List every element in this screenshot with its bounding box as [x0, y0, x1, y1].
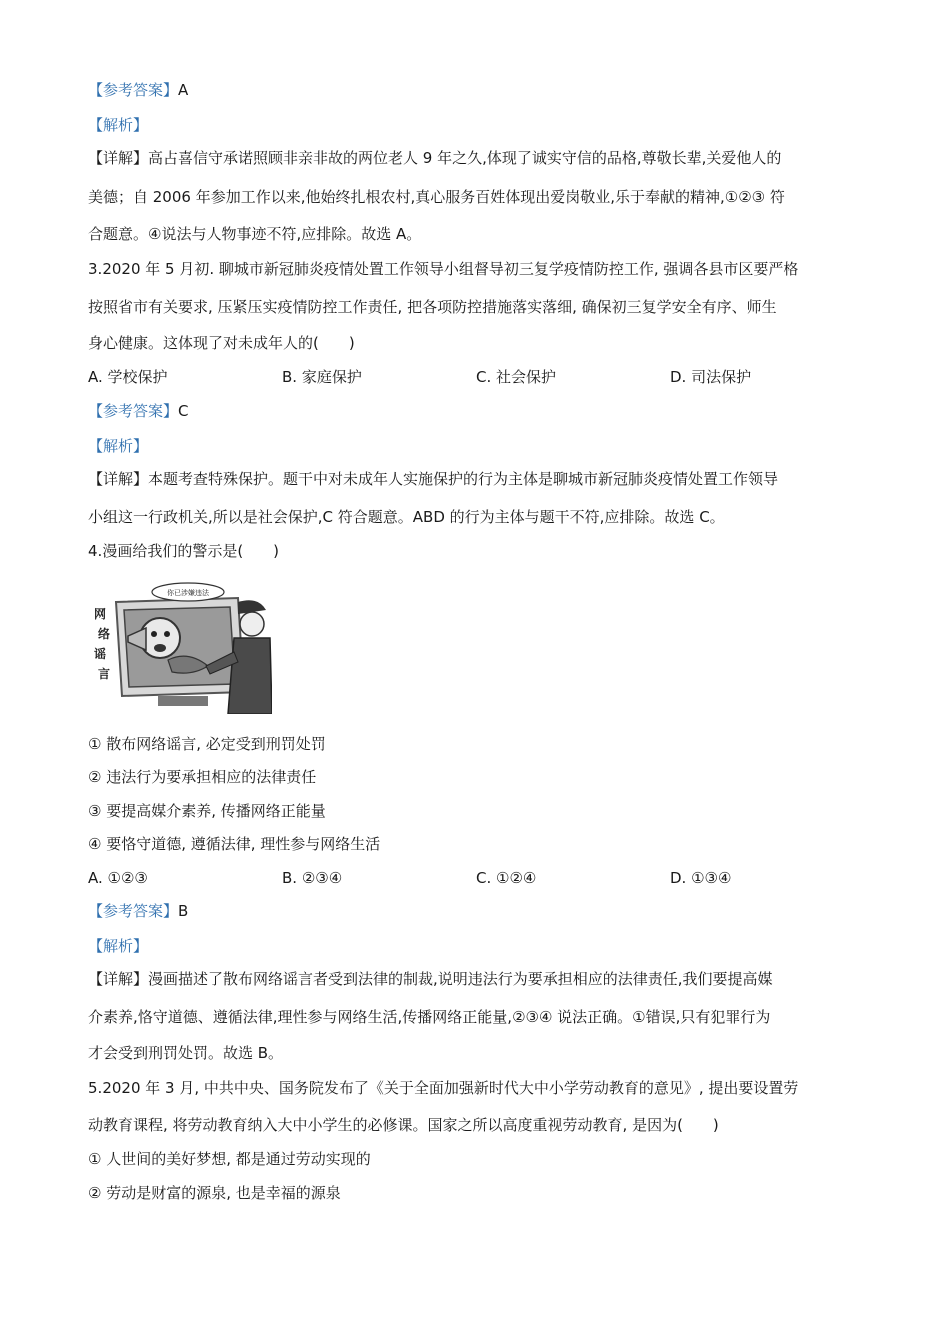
q4-option-c: C. ①②④	[476, 869, 537, 887]
q3-detail-line: 【详解】本题考查特殊保护。题干中对未成年人实施保护的行为主体是聊城市新冠肺炎疫情处置工作领导	[88, 470, 779, 488]
q4-stem: 4.漫画给我们的警示是( )	[88, 542, 280, 560]
q4-item: ① 散布网络谣言, 必定受到刑罚处罚	[88, 735, 326, 753]
q4-item: ③ 要提高媒介素养, 传播网络正能量	[88, 802, 326, 820]
q5-item: ② 劳动是财富的源泉, 也是幸福的源泉	[88, 1184, 341, 1202]
q4-detail-line: 【详解】漫画描述了散布网络谣言者受到法律的制裁,说明违法行为要承担相应的法律责任,我们要提高媒	[88, 970, 773, 988]
q4-option-b: B. ②③④	[282, 869, 343, 887]
side-text-char: 谣	[94, 647, 107, 661]
q4-option-d: D. ①③④	[670, 869, 732, 887]
q3-detail-line: 小组这一行政机关,所以是社会保护,C 符合题意。ABD 的行为主体与题干不符,应排除。故选 C。	[88, 508, 725, 526]
q5-item: ① 人世间的美好梦想, 都是通过劳动实现的	[88, 1150, 371, 1168]
q4-analysis-label: 【解析】	[88, 937, 149, 955]
q2-detail-line: 合题意。④说法与人物事迹不符,应排除。故选 A。	[88, 225, 422, 243]
q3-stem-line: 身心健康。这体现了对未成年人的( )	[88, 334, 355, 352]
police-body-icon	[228, 638, 272, 714]
q5-stem-line: 动教育课程, 将劳动教育纳入大中小学生的必修课。国家之所以高度重视劳动教育, 是因为( )	[88, 1116, 719, 1134]
police-face-icon	[240, 612, 264, 636]
side-text-char: 言	[98, 667, 111, 681]
q2-analysis-label: 【解析】	[88, 116, 149, 134]
q2-answer: 【参考答案】A	[88, 81, 189, 99]
q5-stem-line: 5.2020 年 3 月, 中共中央、国务院发布了《关于全面加强新时代大中小学劳动教育的意见》, 提出要设置劳	[88, 1079, 799, 1097]
cartoon-image	[88, 580, 272, 714]
q2-detail-line: 美德；自 2006 年参加工作以来,他始终扎根农村,真心服务百姓体现出爱岗敬业,乐于奉献的精神,①②③ 符	[88, 188, 785, 206]
q2-detail-line: 【详解】高占喜信守承诺照顾非亲非故的两位老人 9 年之久,体现了诚实守信的品格,尊敬长辈,关爱他人的	[88, 149, 782, 167]
q3-option-b: B. 家庭保护	[282, 368, 362, 386]
q3-answer: 【参考答案】C	[88, 402, 189, 420]
side-text-char: 网	[94, 607, 107, 621]
side-text-char: 络	[98, 627, 111, 641]
q3-option-d: D. 司法保护	[670, 368, 752, 386]
q4-item: ④ 要恪守道德, 遵循法律, 理性参与网络生活	[88, 835, 381, 853]
q4-answer: 【参考答案】B	[88, 902, 189, 920]
q3-option-a: A. 学校保护	[88, 368, 168, 386]
q3-stem-line: 按照省市有关要求, 压紧压实疫情防控工作责任, 把各项防控措施落实落细, 确保初三复学安全有序、师生	[88, 298, 777, 316]
monitor-stand-icon	[158, 696, 208, 706]
q3-analysis-label: 【解析】	[88, 437, 149, 455]
q4-option-a: A. ①②③	[88, 869, 148, 887]
q4-detail-line: 才会受到刑罚处罚。故选 B。	[88, 1044, 284, 1062]
q4-item: ② 违法行为要承担相应的法律责任	[88, 768, 317, 786]
bubble-text: 你已涉嫌违法	[167, 589, 209, 597]
q3-option-c: C. 社会保护	[476, 368, 557, 386]
q3-stem-line: 3.2020 年 5 月初. 聊城市新冠肺炎疫情处置工作领导小组督导初三复学疫情防控工作, 强调各县市区要严格	[88, 260, 799, 278]
q4-detail-line: 介素养,恪守道德、遵循法律,理性参与网络生活,传播网络正能量,②③④ 说法正确。①错误,只有犯罪行为	[88, 1008, 771, 1026]
